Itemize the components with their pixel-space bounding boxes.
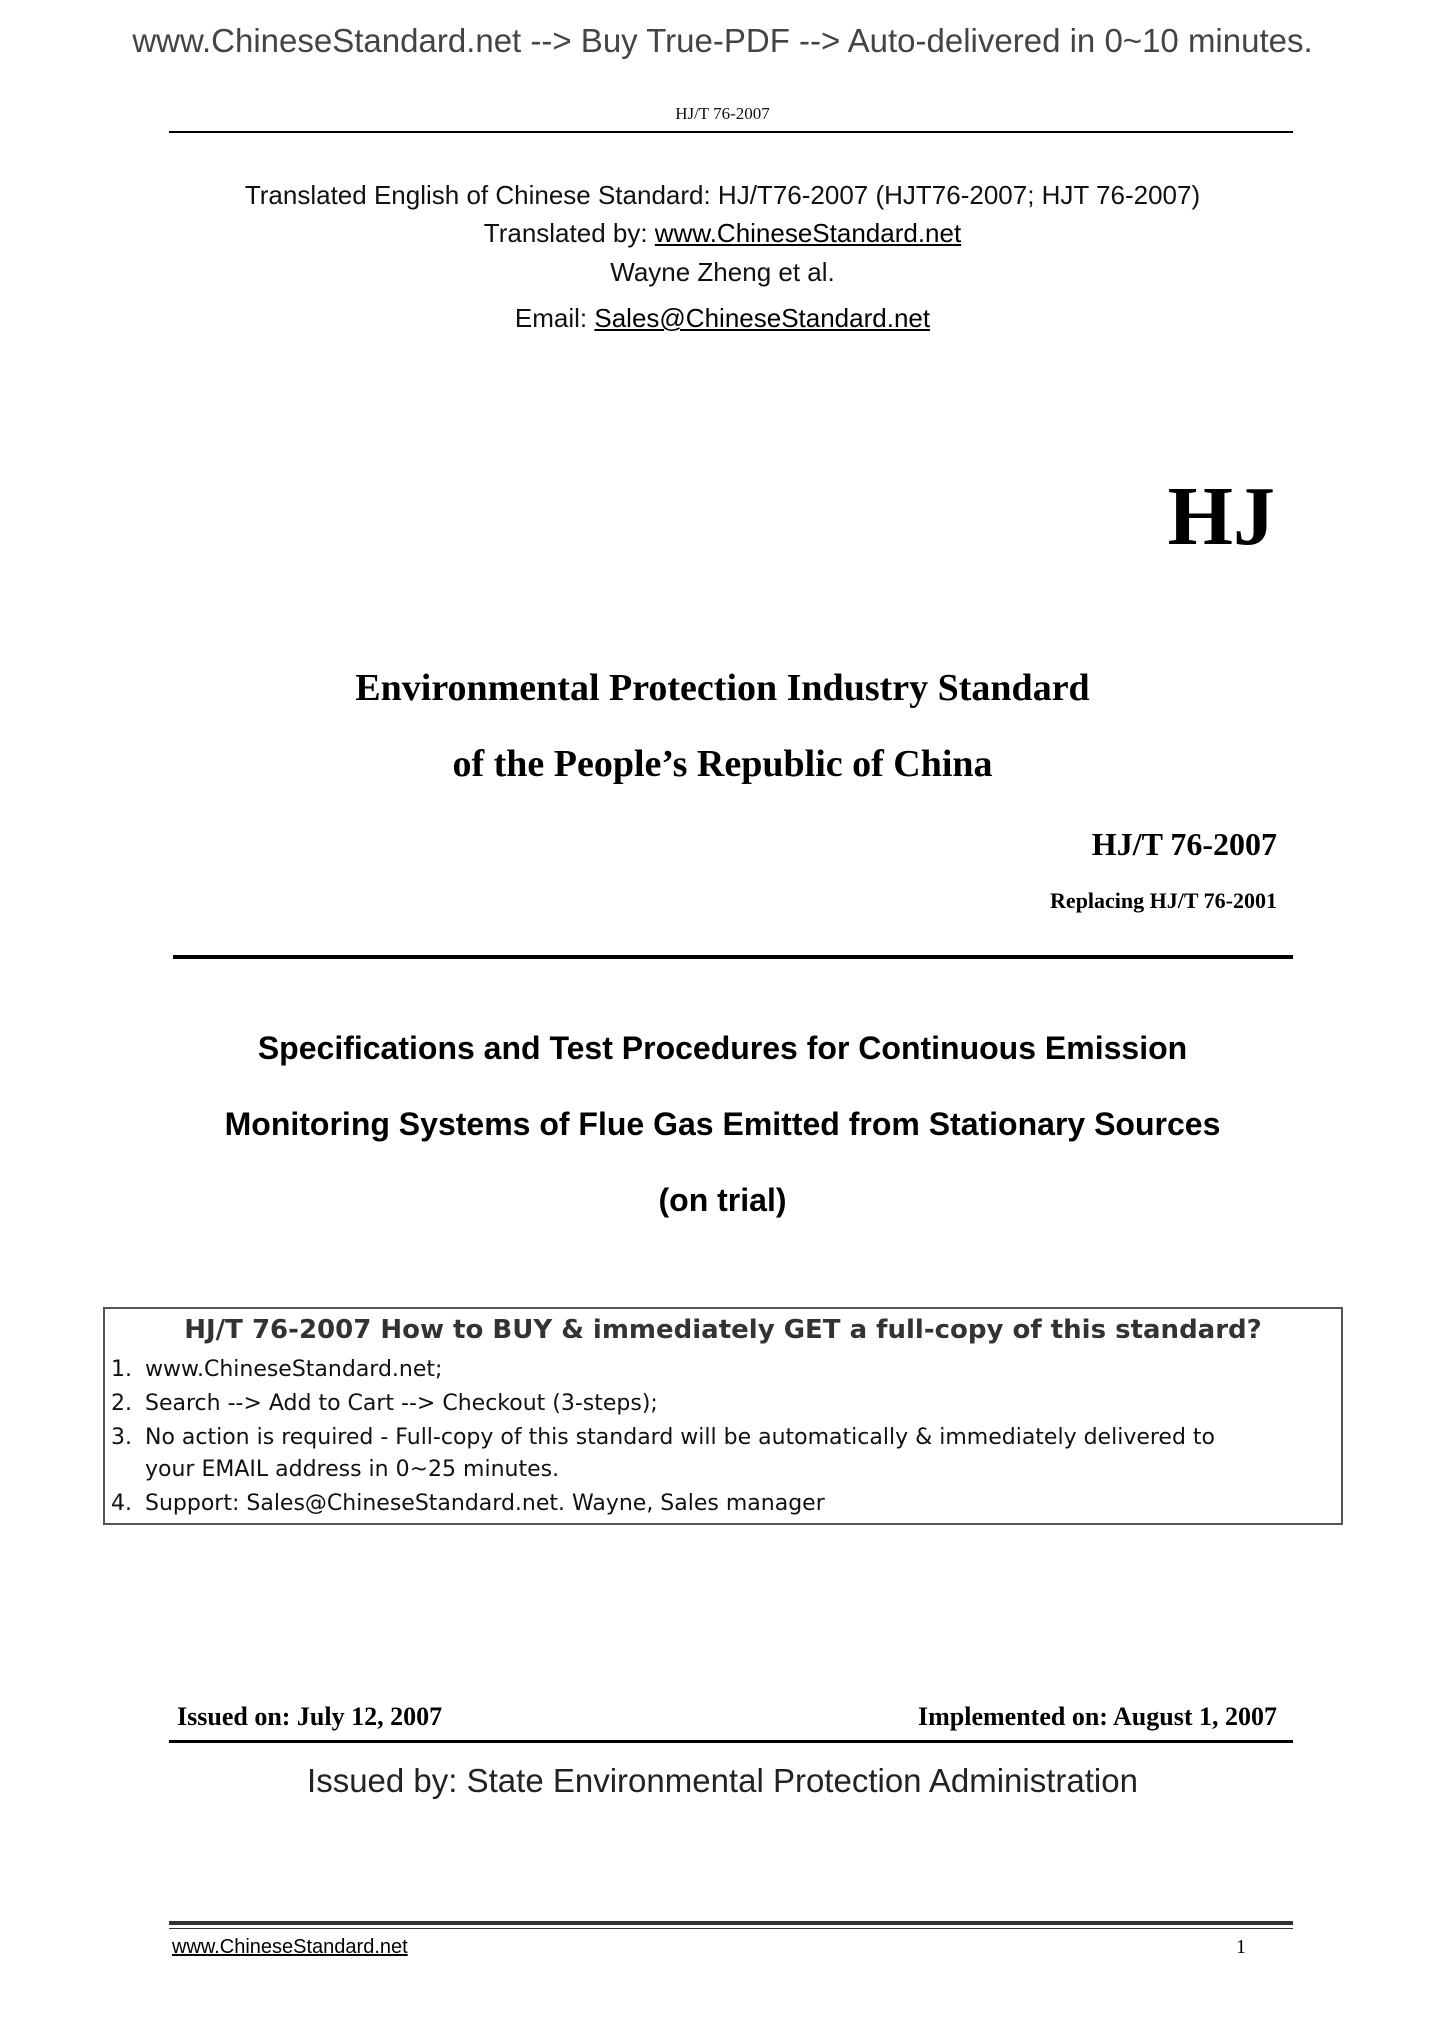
purchase-step (111, 1357, 442, 1382)
header-standard-code: HJ/T 76-2007 (675, 104, 770, 123)
purchase-step (111, 1491, 825, 1516)
translation-line: Translated English of Chinese Standard: HJ/T76-2007 (HJT76-2007; HJT 76-2007) (244, 180, 1201, 210)
standard-mark: HJ (1167, 470, 1275, 563)
purchase-step (111, 1425, 1215, 1450)
step-text: No action is required - Full-copy of this standard will be automatically & immediately delivered to (145, 1425, 1216, 1450)
email-label: Email: (514, 303, 595, 333)
email-link[interactable]: Sales@ChineseStandard.net (594, 303, 931, 333)
step-number: 4. (111, 1491, 132, 1516)
purchase-step (111, 1391, 658, 1416)
authors-line: Wayne Zheng et al. (610, 257, 835, 287)
header-divider (169, 131, 1293, 133)
footer-divider (169, 1921, 1293, 1925)
document-title-line: Monitoring Systems of Flue Gas Emitted from Stationary Sources (224, 1106, 1221, 1142)
purchase-info-box (103, 1307, 1343, 1525)
issued-on-date: Issued on: July 12, 2007 (177, 1702, 443, 1731)
footer-link[interactable]: www.ChineseStandard.net (172, 1936, 408, 1958)
top-banner: www.ChineseStandard.net --> Buy True-PDF --> Auto-delivered in 0~10 minutes. (132, 22, 1313, 59)
title-divider (173, 955, 1293, 959)
standard-category-subtitle: of the People’s Republic of China (452, 743, 993, 785)
standard-code: HJ/T 76-2007 (1091, 826, 1277, 862)
step-number: 2. (111, 1391, 132, 1416)
translated-by-line (0, 218, 1445, 249)
page-number: 1 (1236, 1936, 1246, 1958)
step-number: 1. (111, 1357, 132, 1382)
step-number: 3. (111, 1425, 132, 1450)
step-text: www.ChineseStandard.net; (145, 1357, 443, 1382)
translator-link[interactable]: www.ChineseStandard.net (654, 218, 962, 248)
document-title-line: Specifications and Test Procedures for Continuous Emission (257, 1030, 1188, 1066)
purchase-box-heading: HJ/T 76-2007 How to BUY & immediately GET a full-copy of this standard? (184, 1315, 1262, 1345)
dates-divider (169, 1740, 1293, 1743)
standard-category-title: Environmental Protection Industry Standard (355, 667, 1090, 709)
document-title-suffix: (on trial) (658, 1182, 787, 1218)
footer-divider-thin (169, 1928, 1293, 1929)
issuing-authority: Issued by: State Environmental Protection Administration (307, 1762, 1138, 1799)
step-text: Search --> Add to Cart --> Checkout (3-steps); (145, 1391, 658, 1416)
purchase-step-continuation: your EMAIL address in 0~25 minutes. (145, 1457, 560, 1482)
replacing-note: Replacing HJ/T 76-2001 (1050, 888, 1277, 913)
email-line (0, 303, 1445, 334)
translated-by-label: Translated by: (483, 218, 655, 248)
implemented-on-date: Implemented on: August 1, 2007 (918, 1702, 1277, 1731)
step-text: Support: Sales@ChineseStandard.net. Wayne, Sales manager (145, 1491, 825, 1516)
